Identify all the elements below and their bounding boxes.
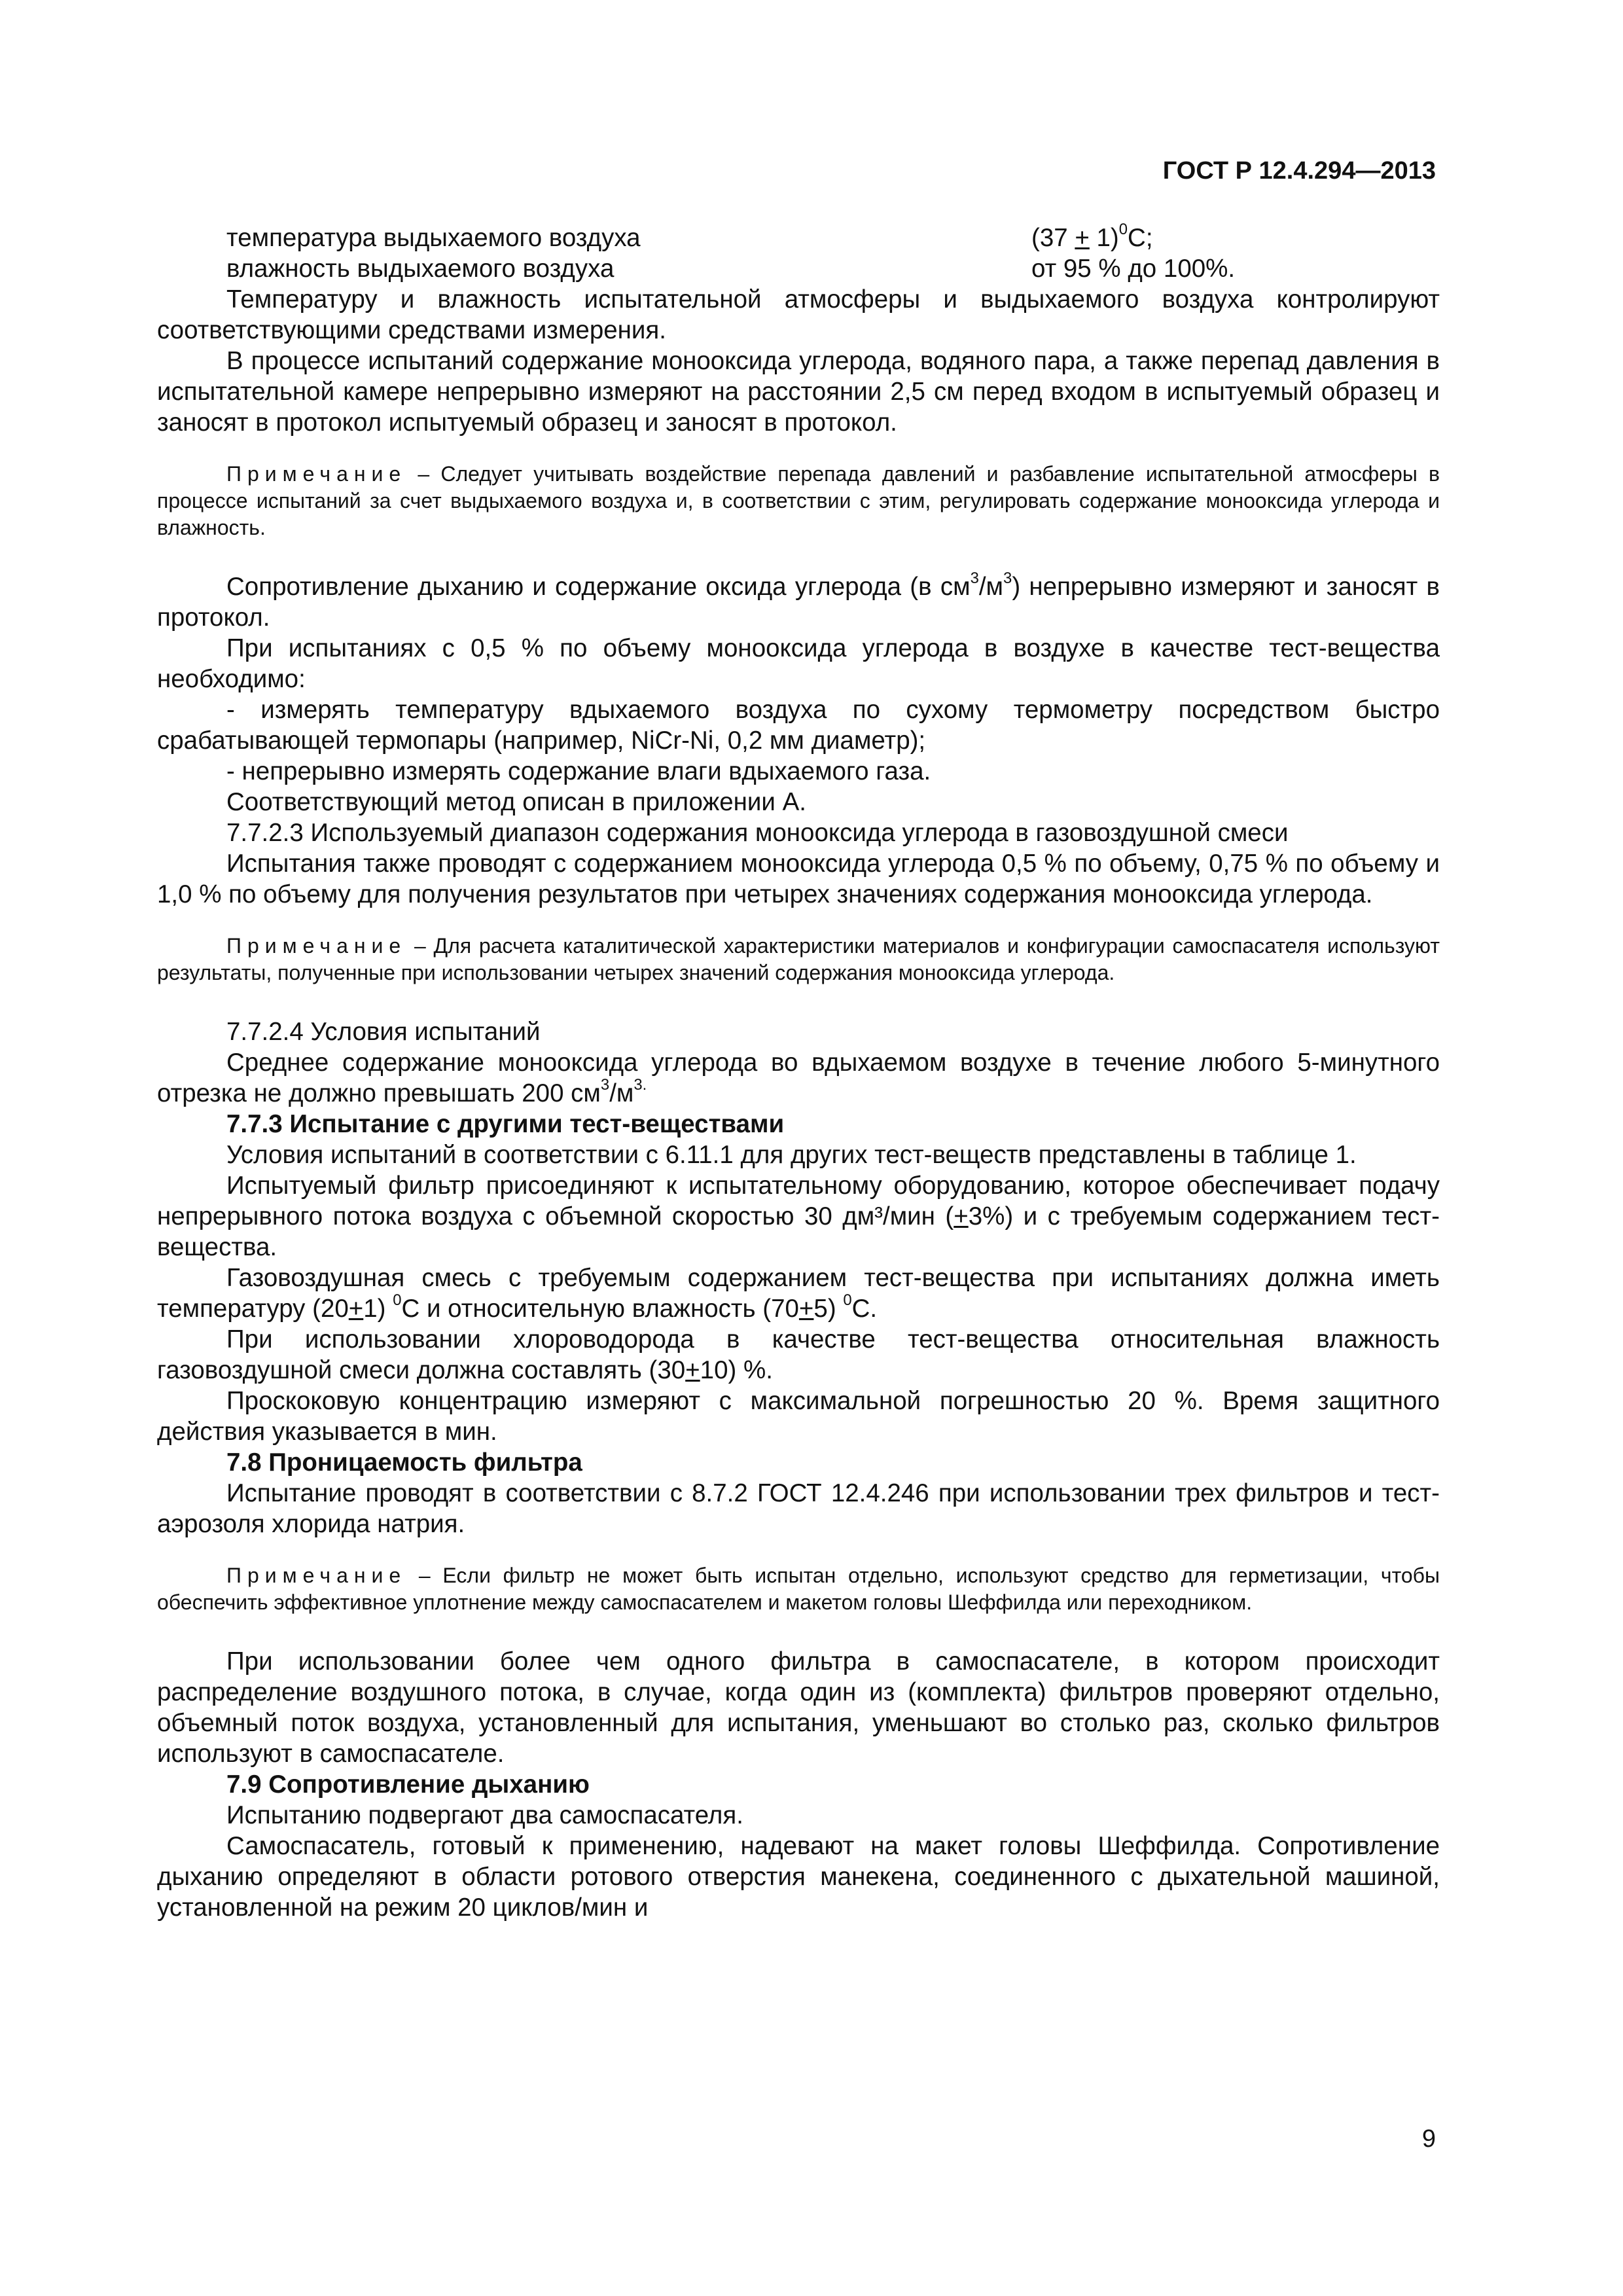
paragraph: Испытания также проводят с содержанием монооксида углерода 0,5 % по объему, 0,75 % по объему и 1,0 % по объему для получения результатов при четырех значениях содержания монооксида углерода.: [157, 850, 1440, 908]
paragraph: Условия испытаний в соответствии с 6.11.1 для других тест-веществ представлены в таблице 1.: [226, 1141, 1357, 1169]
note-label: Примечание: [226, 934, 407, 958]
param-label: температура выдыхаемого воздуха: [226, 224, 641, 252]
paragraph: Соответствующий метод описан в приложении А.: [226, 788, 806, 816]
note: [157, 461, 1440, 541]
param-row-temperature: [157, 223, 1440, 253]
param-row-humidity: [157, 253, 1440, 284]
paragraph: Сопротивление дыханию и содержание оксида углерода (в $см^3/м^3$) непрерывно измеряют и заносят в протокол.: [157, 569, 1440, 632]
paragraph: Испытуемый фильтр присоединяют к испытательному оборудованию, которое обеспечивает подачу непрерывного потока воздуха с объемной скоростью 30 дм³/мин (+3%) и с требуемым содержанием тест-вещества.: [157, 1172, 1440, 1261]
subclause-heading: 7.7.2.3 Используемый диапазон содержания монооксида углерода в газовоздушной смеси: [226, 819, 1289, 847]
paragraph: Среднее содержание монооксида углерода во вдыхаемом воздухе в течение любого 5-минутного отрезка не должно превышать 200 $см^3/м^{3.}$: [157, 1049, 1440, 1107]
param-value: от 95 % до 100%.: [1031, 255, 1236, 283]
document-header: ГОСТ Р 12.4.294—2013: [1162, 157, 1436, 185]
paragraph: В процессе испытаний содержание монооксида углерода, водяного пара, а также перепад давления в испытательной камере непрерывно измеряют на расстоянии 2,5 см перед входом в испытуемый образец и заносят в протокол испытуемый образец и заносят в протокол.: [157, 347, 1440, 437]
paragraph: При использовании более чем одного фильтра в самоспасателе, в котором происходит распределение воздушного потока, в случае, когда один из (комплекта) фильтров проверяют отдельно, объемный поток воздуха, установленный для испытания, уменьшают во столько раз, сколько фильтров используют в самоспасателе.: [157, 1647, 1440, 1768]
param-value: $(37 + 1)^0С$;: [1031, 221, 1153, 252]
paragraph: При использовании хлороводорода в качестве тест-вещества относительная влажность газовоздушной смеси должна составлять (30+10) %.: [157, 1325, 1440, 1384]
paragraph: Газовоздушная смесь с требуемым содержанием тест-вещества при испытаниях должна иметь температуру (20+1) $^0$С и относительную влажность (70+5) $^0$С.: [157, 1264, 1440, 1323]
paragraph: При испытаниях с 0,5 % по объему монооксида углерода в воздухе в качестве тест-вещества необходимо:: [157, 634, 1440, 693]
paragraph: Проскоковую концентрацию измеряют с максимальной погрешностью 20 %. Время защитного действия указывается в мин.: [157, 1387, 1440, 1446]
list-item: - измерять температуру вдыхаемого воздуха по сухому термометру посредством быстро срабатывающей термопары (например, NiCr-Ni, 0,2 мм диаметр);: [157, 696, 1440, 755]
param-label: влажность выдыхаемого воздуха: [226, 255, 615, 283]
note-text: – Следует учитывать воздействие перепада давлений и разбавление испытательной атмосферы в процессе испытаний за счет выдыхаемого воздуха и, в соответствии с этим, регулировать содержание монооксида углерода и влажность.: [157, 462, 1440, 539]
note-text: – Если фильтр не может быть испытан отдельно, используют средство для герметизации, чтобы обеспечить эффективное уплотнение между самоспасателем и макетом головы Шеффилда или переходником.: [157, 1564, 1440, 1614]
note-text: – Для расчета каталитической характеристики материалов и конфигурации самоспасателя используют результаты, полученные при использовании четырех значений содержания монооксида углерода.: [157, 934, 1440, 984]
document-body: [157, 223, 1440, 1923]
note: [157, 1562, 1440, 1616]
section-heading: 7.9 Сопротивление дыханию: [226, 1770, 590, 1799]
section-heading: 7.8 Проницаемость фильтра: [226, 1448, 582, 1477]
note-label: Примечание: [226, 1564, 407, 1587]
list-item: - непрерывно измерять содержание влаги вдыхаемого газа.: [226, 757, 931, 785]
section-heading: 7.7.3 Испытание с другими тест-веществами: [226, 1110, 785, 1138]
note-label: Примечание: [226, 462, 407, 486]
paragraph: Самоспасатель, готовый к применению, надевают на макет головы Шеффилда. Сопротивление дыханию определяют в области ротового отверстия манекена, соединенного с дыхательной машиной, установленной на режим 20 циклов/мин и: [157, 1832, 1440, 1922]
note: [157, 933, 1440, 986]
page-number: 9: [1421, 2125, 1436, 2153]
paragraph: Испытание проводят в соответствии с 8.7.2 ГОСТ 12.4.246 при использовании трех фильтров и тест-аэрозоля хлорида натрия.: [157, 1479, 1440, 1538]
paragraph: Температуру и влажность испытательной атмосферы и выдыхаемого воздуха контролируют соответствующими средствами измерения.: [157, 285, 1440, 344]
paragraph: Испытанию подвергают два самоспасателя.: [226, 1801, 743, 1829]
subclause-heading: 7.7.2.4 Условия испытаний: [226, 1018, 541, 1046]
